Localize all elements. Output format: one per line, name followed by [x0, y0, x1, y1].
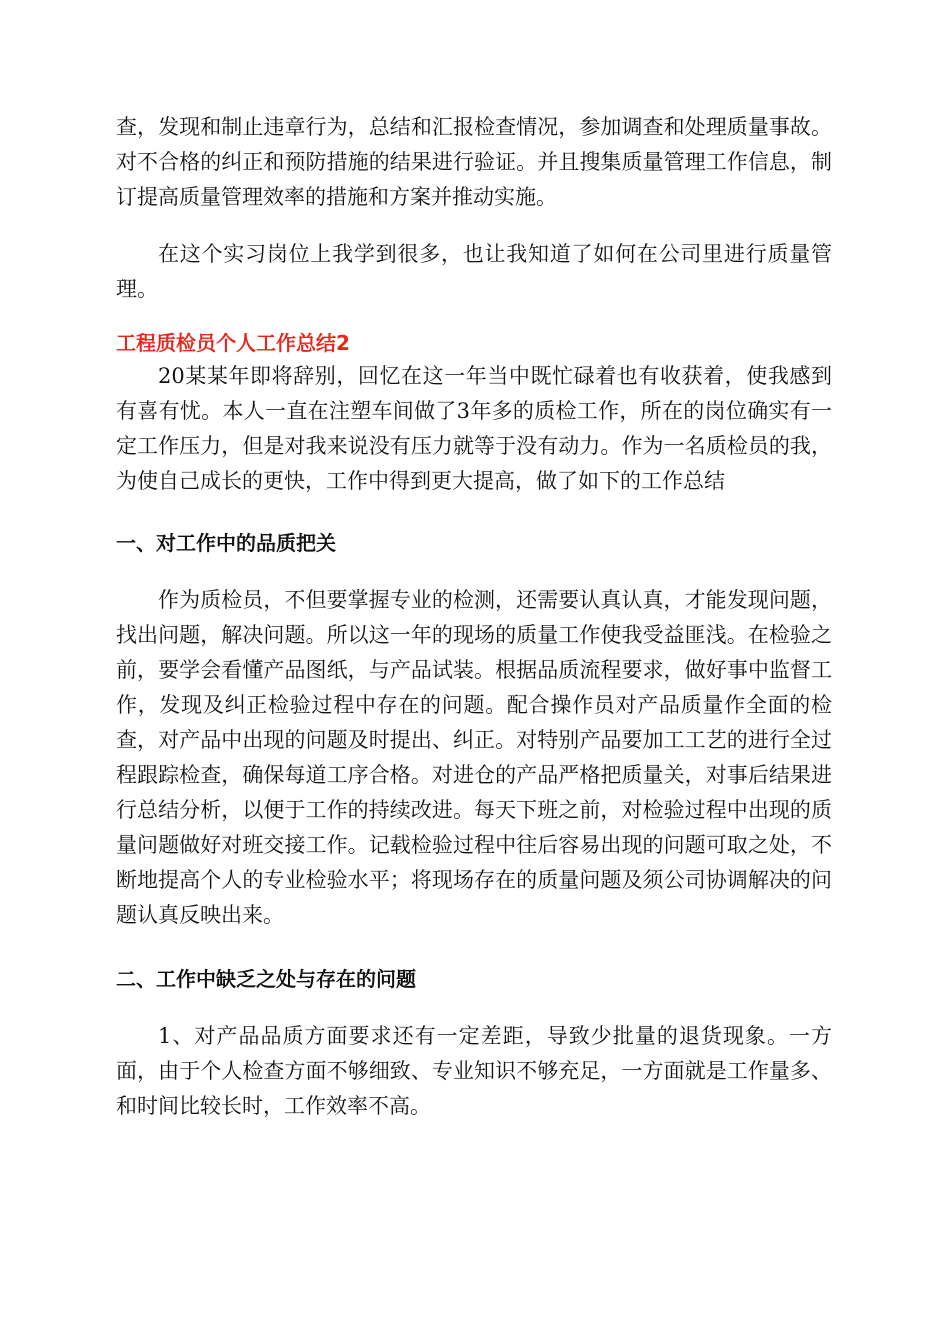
- paragraph-quality-control: 作为质检员，不但要掌握专业的检测，还需要认真认真，才能发现问题，找出问题，解决问题。所以这一年的现场的质量工作使我受益匪浅。在检验之前，要学会看懂产品图纸，与产品试装。根据品质流程要求，做好事中监督工作，发现及纠正检验过程中存在的问题。配合操作员对产品质量作全面的检查，对产品中出现的问题及时提出、纠正。对特别产品要加工工艺的进行全过程跟踪检查，确保每道工序合格。对进仓的产品严格把质量关，对事后结果进行总结分析，以便于工作的持续改进。每天下班之前，对检验过程中出现的质量问题做好对班交接工作。记载检验过程中往后容易出现的问题可取之处，不断地提高个人的专业检验水平；将现场存在的质量问题及须公司协调解决的问题认真反映出来。: [116, 588, 832, 927]
- section-heading-shortcomings: 二、工作中缺乏之处与存在的问题: [116, 967, 416, 991]
- paragraph-internship-summary: 在这个实习岗位上我学到很多，也让我知道了如何在公司里进行质量管理。: [116, 242, 832, 301]
- paragraph-continued: 查，发现和制止违章行为，总结和汇报检查情况，参加调查和处理质量事故。对不合格的纠正和预防措施的结果进行验证。并且搜集质量管理工作信息，制订提高质量管理效率的措施和方案并推动实施。: [116, 115, 832, 209]
- document-page: [116, 110, 832, 1124]
- paragraph-intro: 20某某年即将辞别，回忆在这一年当中既忙碌着也有收获着，使我感到有喜有忧。本人一直在注塑车间做了3年多的质检工作，所在的岗位确实有一定工作压力，但是对我来说没有压力就等于没有动力。作为一名质检员的我，为使自己成长的更快，工作中得到更大提高，做了如下的工作总结: [116, 364, 832, 493]
- section-heading-quality-control: 一、对工作中的品质把关: [116, 531, 336, 555]
- paragraph-shortcoming-1: 1、对产品品质方面要求还有一定差距，导致少批量的退货现象。一方面，由于个人检查方面不够细致、专业知识不够充足，一方面就是工作量多、和时间比较长时，工作效率不高。: [116, 1024, 832, 1118]
- article-title: 工程质检员个人工作总结2: [116, 331, 350, 355]
